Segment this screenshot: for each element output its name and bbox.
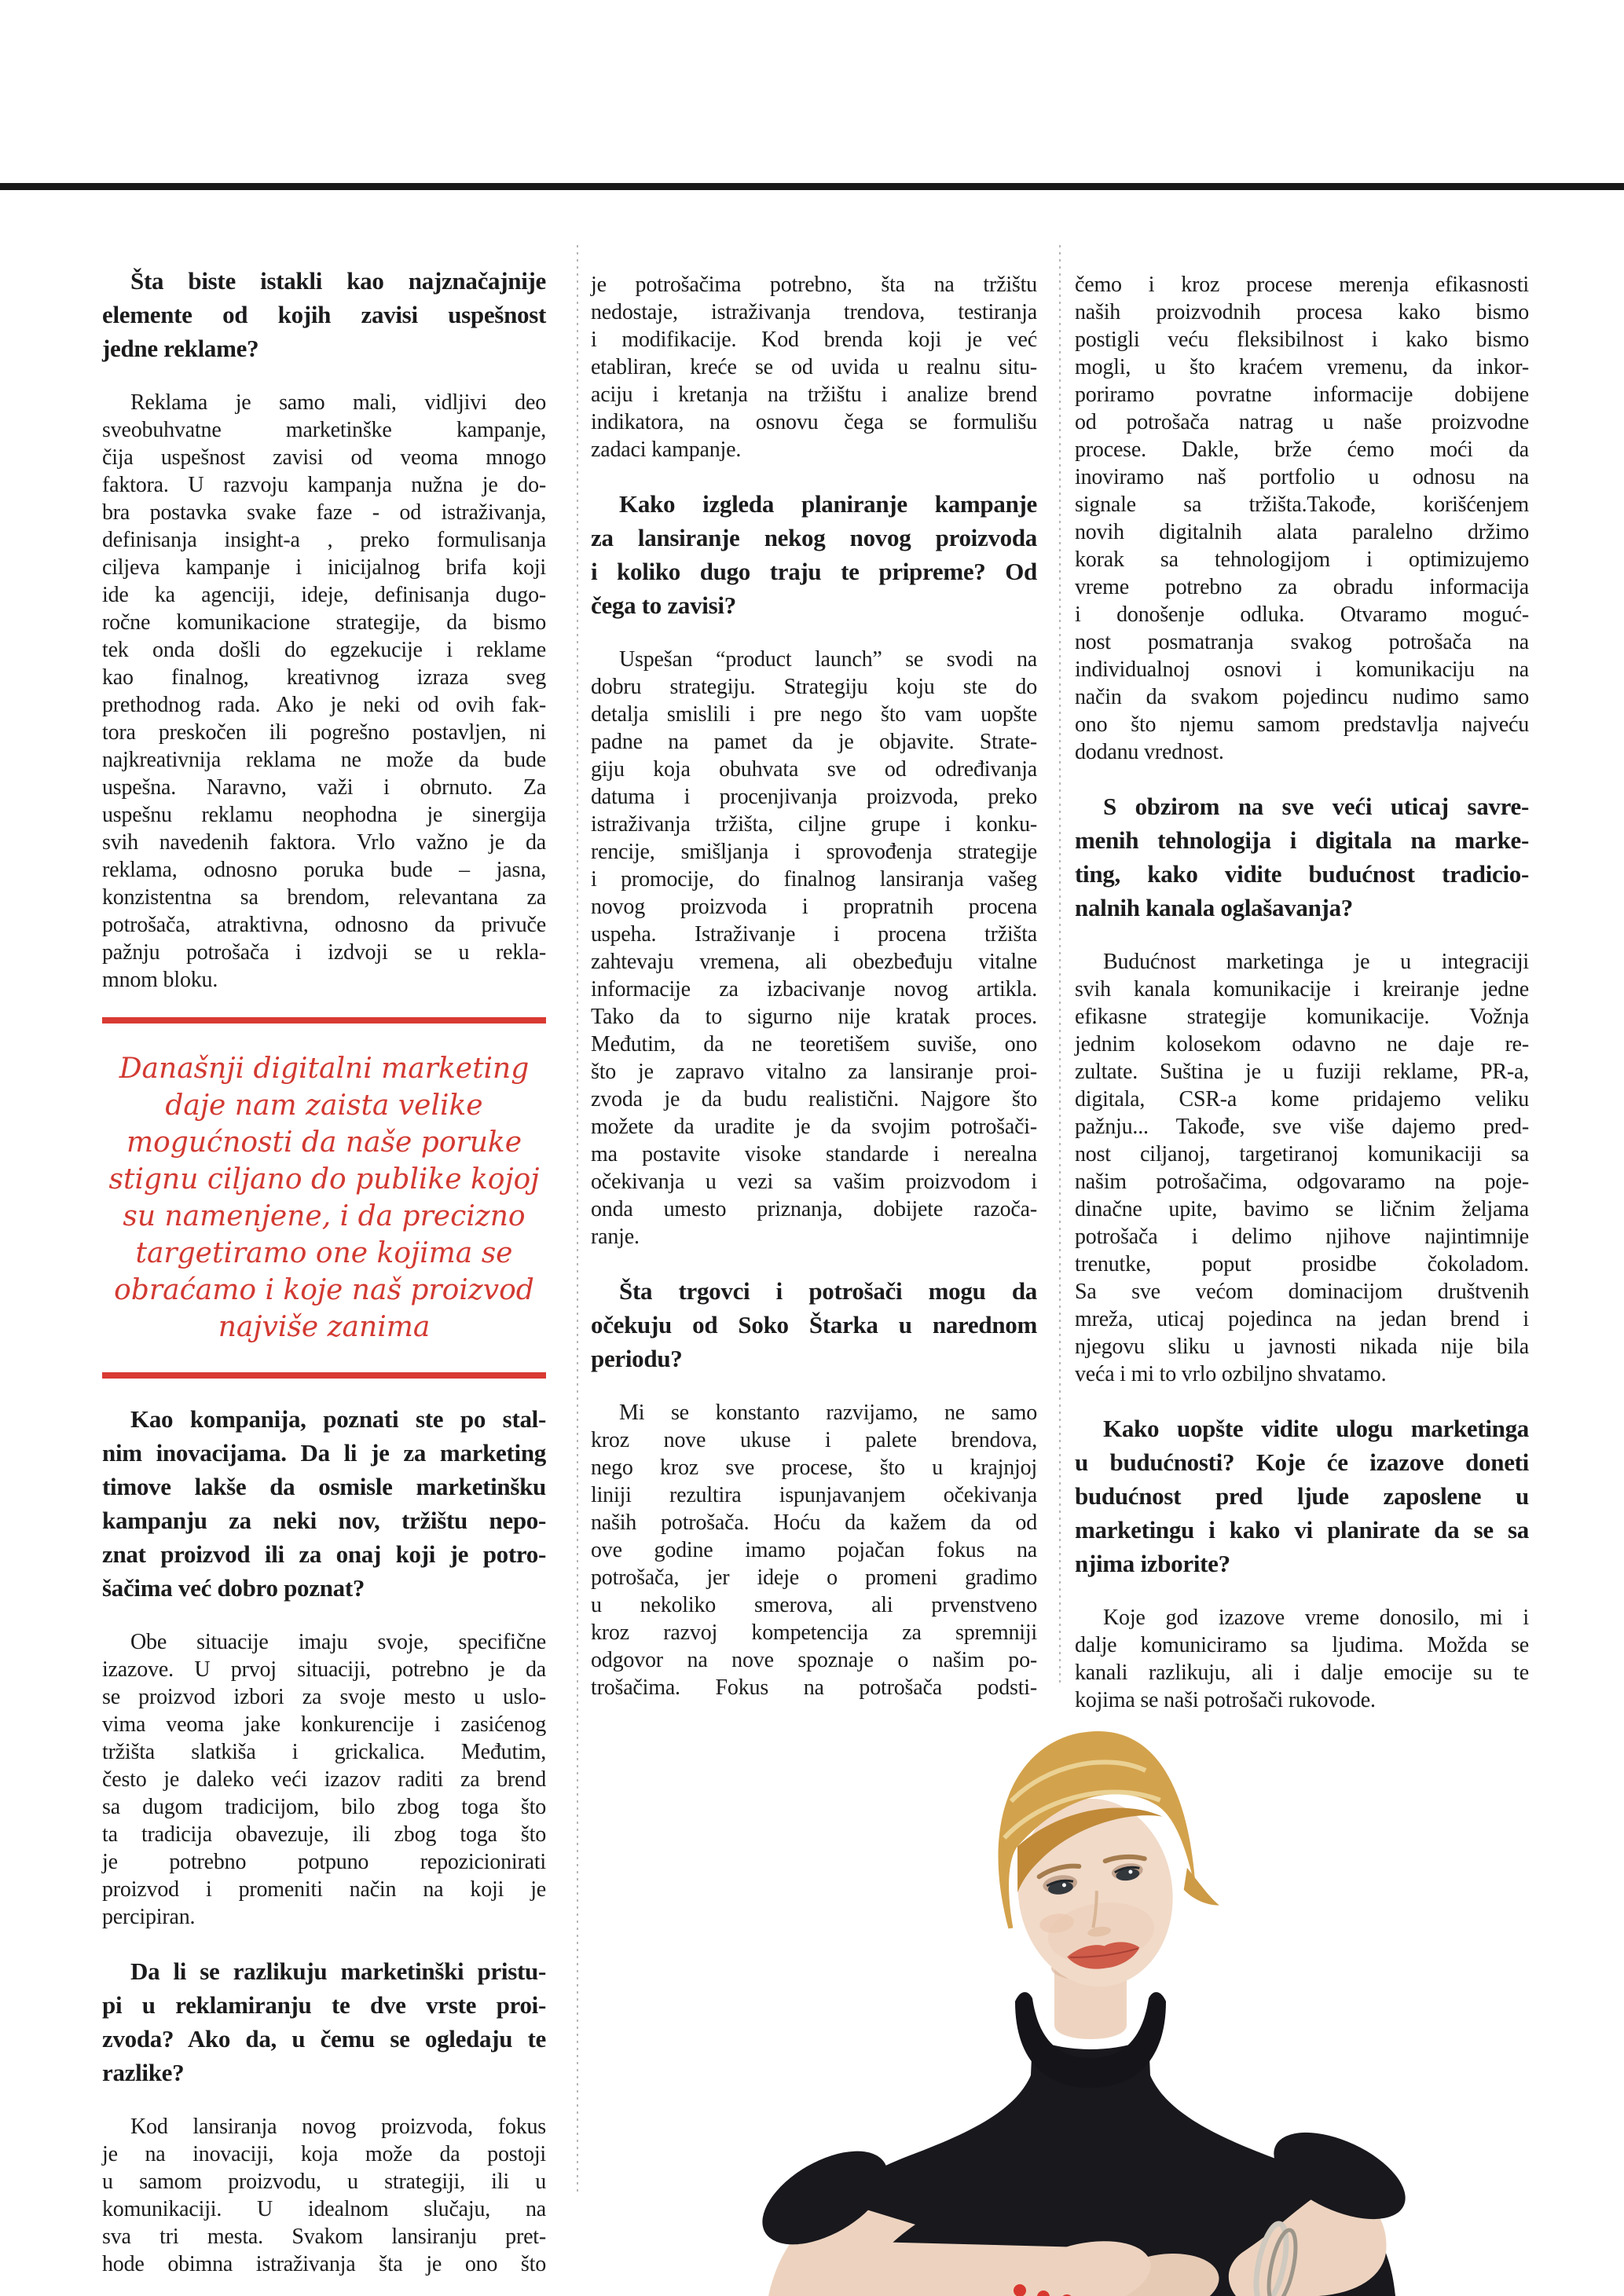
text-line: sa dugom tradicijom, bilo zbog toga što <box>102 1795 546 1819</box>
text-line: Uspešan “product launch” se svodi na <box>619 647 1037 672</box>
text-line: od potrošača natrag u naše proizvodne <box>1075 410 1529 434</box>
text-line: korak sa tehnologijom i optimizujemo <box>1075 547 1529 572</box>
text-line: Tako da to sigurno nije kratak proces. <box>591 1005 1037 1029</box>
text-line: u budućnosti? Koje će izazove doneti <box>1075 1448 1529 1476</box>
heading-block <box>102 1954 546 2089</box>
text-line: faktora. U razvoju kampanja nužna je do- <box>102 473 546 497</box>
text-line: kampanju za neki nov, tržištu nepo- <box>102 1507 546 1534</box>
text-line: i modifikacije. Kod brenda koji je već <box>591 328 1037 352</box>
text-line: čemo i kroz procese merenja efikasnosti <box>1075 273 1529 297</box>
text-line: znat proizvod ili za onaj koji je potro- <box>102 1540 546 1568</box>
text-line: daje nam zaista velike <box>165 1089 483 1122</box>
text-line: uspešna. Naravno, važi i obrnuto. Za <box>102 775 546 800</box>
text-line: marketingu i kako vi planirate da se sa <box>1075 1516 1529 1543</box>
text-line: u nekoliko smerova, ali prvenstveno <box>591 1593 1037 1617</box>
text-line: stignu ciljano do publike kojoj <box>108 1163 540 1196</box>
text-line: procese. Dakle, brže ćemo moći da <box>1075 438 1529 462</box>
text-line: Šta biste istakli kao najznačajnije <box>130 267 546 295</box>
text-line: pažnju potrošača i izdvoji se u rekla- <box>102 940 546 965</box>
text-line: i promocije, do finalnog lansiranja vašeg <box>591 867 1037 892</box>
text-line: očekivanja u vezi sa vašim proizvodom i <box>591 1170 1037 1194</box>
text-line: je potrošačima potrebno, šta na tržištu <box>591 273 1037 297</box>
text-line: tržišta slatkiša i grickalica. Međutim, <box>102 1740 546 1764</box>
text-line: ono što njemu samom predstavlja najveću <box>1075 712 1529 737</box>
text-line: naših potrošača. Hoću da kažem da od <box>591 1511 1037 1535</box>
text-line: Koje god izazove vreme donosilo, mi i <box>1103 1606 1529 1630</box>
text-line: dobru strategiju. Strategiju koju ste do <box>591 675 1037 699</box>
column-3 <box>1075 271 1529 1714</box>
text-line: pažnju... Takođe, sve više dajemo pred- <box>1075 1115 1529 1139</box>
text-line: Kako izgleda planiranje kampanje <box>619 490 1037 518</box>
text-line: je na inovaciji, koja može da postoji <box>102 2142 546 2166</box>
text-line: ide ka agenciji, ideje, definisanja dugo- <box>102 583 546 607</box>
text-line: dinačne upite, bavimo se ličnim željama <box>1075 1197 1529 1221</box>
text-line: odgovor na nove spoznaje o našim po- <box>591 1648 1037 1672</box>
text-line: bra postavka svake faze - od istraživanja, <box>102 500 546 525</box>
text-line: postigli veću fleksibilnost i kako bismo <box>1075 328 1529 352</box>
text-line: kroz nove ukuse i palete brendova, <box>591 1428 1037 1452</box>
text-line: budućnost pred ljude zaposlene u <box>1075 1482 1529 1510</box>
text-line: najviše zanima <box>218 1311 431 1343</box>
text-line: čija uspešnost zavisi od veoma mnogo <box>102 445 546 470</box>
text-line: dodanu vrednost. <box>1075 740 1224 764</box>
text-line: sveobuhvatne marketinške kampanje, <box>102 418 546 442</box>
text-line: potrošača, jer ideje o promeni gradimo <box>591 1565 1037 1590</box>
text-line: kanali razlikuju, ali i dalje emocije su te <box>1075 1661 1529 1685</box>
text-line: tora preskočen ili pogrešno postavljen, ni <box>102 720 546 745</box>
text-line: kojima se naši potrošači rukovode. <box>1075 1688 1376 1712</box>
text-line: se proizvod izbori za svoje mesto u uslo- <box>102 1685 546 1709</box>
text-line: hode obimna istraživanja šta je ono što <box>102 2252 546 2276</box>
text-line: novih digitalnih alata paralelno držimo <box>1075 520 1529 544</box>
text-line: definisanja insight-a , preko formulisanja <box>102 528 546 552</box>
text-line: indikatora, na osnovu čega se formulišu <box>591 410 1037 434</box>
text-line: Sa sve većom dominacijom društvenih <box>1075 1280 1529 1304</box>
column-separator-1 <box>577 245 578 2192</box>
text-line: liniji rezultira ispunjavanjem očekivanja <box>591 1483 1037 1507</box>
text-line: mogućnosti da naše poruke <box>126 1126 522 1159</box>
column-2 <box>591 271 1037 1701</box>
text-line: Međutim, da ne teoretišem suviše, ono <box>591 1032 1037 1056</box>
text-line: ročne komunikacione strategije, da bismo <box>102 610 546 635</box>
text-line: kroz razvoj kompetencija za spremniji <box>591 1620 1037 1645</box>
text-line: onda umesto priznanja, dobijete razoča- <box>591 1197 1037 1221</box>
text-line: zahtevaju vremena, ali obezbeđuju vitalne <box>591 950 1037 974</box>
text-line: veća i mi to vrlo ozbiljno shvatamo. <box>1075 1362 1387 1386</box>
text-line: izazove. U prvoj situaciji, potrebno je da <box>102 1657 546 1682</box>
text-line: zvoda? Ako da, u čemu se ogledaju te <box>102 2025 546 2052</box>
text-line: aciju i kretanja na tržištu i analize brend <box>591 383 1037 407</box>
text-line: rencije, smišljanja i sprovođenja strategije <box>591 840 1037 864</box>
para-block <box>591 1399 1037 1701</box>
text-line: mreža, uticaj pojedinca na jedan brend i <box>1075 1307 1529 1331</box>
text-line: jednim kolosekom odavno ne daje re- <box>1075 1032 1529 1056</box>
top-rule <box>0 183 1624 190</box>
text-line: najkreativnija reklama ne može da bude <box>102 748 546 772</box>
column-separator-2 <box>1059 245 1061 1685</box>
text-line: je potrebno potpuno repozicionirati <box>102 1850 546 1874</box>
text-line: elemente od kojih zavisi uspešnost <box>102 301 546 328</box>
text-line: zvoda je da budu realistični. Najgore što <box>591 1087 1037 1111</box>
text-line: način da svakom pojedincu nudimo samo <box>1075 685 1529 709</box>
text-line: naših proizvodnih procesa kako bismo <box>1075 300 1529 324</box>
heading-block <box>591 487 1037 622</box>
column-1 <box>102 264 546 2278</box>
text-line: u samom proizvodu, u strategiji, ili u <box>102 2170 546 2194</box>
text-line: trošačima. Fokus na potrošača podsti- <box>591 1675 1037 1700</box>
text-line: pi u reklamiranju te dve vrste proi- <box>102 1991 546 2019</box>
text-line: Obe situacije imaju svoje, specifične <box>130 1630 546 1654</box>
text-line: menih tehnologija i digitala na marke- <box>1075 826 1529 854</box>
text-line: konzistentna sa brendom, relevantana za <box>102 885 546 910</box>
text-line: uspešnu reklamu neophodna je sinergija <box>102 803 546 827</box>
text-line: možete da uradite je da svojim potrošači- <box>591 1115 1037 1139</box>
text-line: inoviramo naš portfolio u odnosu na <box>1075 465 1529 489</box>
text-line: i koliko dugo traju te pripreme? Od <box>591 558 1037 585</box>
text-line: vima veoma jake konkurencije i zasićenog <box>102 1712 546 1737</box>
text-line: što je zapravo vitalno za lansiranje proi- <box>591 1060 1037 1084</box>
heading-block <box>591 1274 1037 1375</box>
text-line: ciljeva kampanje i inicijalnog brifa koji <box>102 555 546 580</box>
text-line: Kako uopšte vidite ulogu marketinga <box>1103 1415 1529 1442</box>
text-line: informacije za izbacivanje novog artikla. <box>591 977 1037 1002</box>
text-line: novog proizvoda i propratnih procena <box>591 895 1037 919</box>
text-line: etabliran, kreće se od uvida u realnu situ- <box>591 355 1037 379</box>
text-line: detalja smislili i pre nego što vam uopšte <box>591 702 1037 727</box>
text-line: svih kanala komunikacije i kreiranje jedne <box>1075 977 1529 1002</box>
text-line: periodu? <box>591 1345 683 1372</box>
text-line: Budućnost marketinga je u integraciji <box>1103 950 1529 974</box>
photo-woman <box>747 1717 1418 2296</box>
text-line: očekuju od Soko Štarka u narednom <box>591 1311 1037 1338</box>
text-line: padne na pamet da je objavite. Strate- <box>591 730 1037 754</box>
text-line: timove lakše da osmisle marketinšku <box>102 1473 546 1500</box>
text-line: potrošača, atraktivna, odnosno da privuče <box>102 913 546 937</box>
text-line: efikasne strategije komunikacije. Vožnja <box>1075 1005 1529 1029</box>
heading-block <box>1075 1412 1529 1580</box>
text-line: nedostaje, istraživanja trendova, testiranja <box>591 300 1037 324</box>
heading-block <box>102 1402 546 1605</box>
text-line: S obzirom na sve veći uticaj savre- <box>1103 793 1529 820</box>
text-line: poriramo povratne informacije dobijene <box>1075 383 1529 407</box>
text-line: zadaci kampanje. <box>591 438 742 462</box>
text-line: zultate. Suština je u fuziji reklame, PR-a, <box>1075 1060 1529 1084</box>
text-line: nalnih kanala oglašavanja? <box>1075 894 1353 921</box>
para-block <box>591 646 1037 1251</box>
text-line: Da li se razlikuju marketinški pristu- <box>130 1957 546 1985</box>
text-line: Današnji digitalni marketing <box>119 1053 530 1085</box>
text-line: istraživanja tržišta, ciljne grupe i konku- <box>591 812 1037 837</box>
text-line: percipiran. <box>102 1905 196 1929</box>
para-block <box>102 2113 546 2278</box>
text-line: giju koja obuhvata sve od određivanja <box>591 757 1037 782</box>
text-line: nost posmatranja svakog potrošača na <box>1075 630 1529 654</box>
red-rule <box>102 1017 546 1023</box>
para-block <box>591 271 1037 463</box>
text-line: Kod lansiranja novog proizvoda, fokus <box>130 2115 546 2139</box>
portrait-photo <box>581 1673 1624 2296</box>
para-block <box>1075 271 1529 766</box>
text-line: individualnoj osnovi i komunikaciju na <box>1075 657 1529 682</box>
text-line: tek onda došli do egzekucije i reklame <box>102 638 546 662</box>
text-line: nego kroz sve procese, što u krajnjoj <box>591 1456 1037 1480</box>
text-line: čega to zavisi? <box>591 591 736 619</box>
text-line: jedne reklame? <box>102 335 259 362</box>
text-line: vreme potrebno za obradu informacija <box>1075 575 1529 599</box>
text-line: datuma i procenjivanja proizvoda, preko <box>591 785 1037 809</box>
text-line: Mi se konstanto razvijamo, ne samo <box>619 1401 1037 1425</box>
para-block <box>102 389 546 994</box>
red-rule <box>102 1372 546 1379</box>
text-line: ove godine imamo pojačan fokus na <box>591 1538 1037 1562</box>
text-line: uspeha. Istraživanje i procena tržišta <box>591 922 1037 947</box>
text-line: sva tri mesta. Svakom lansiranju pret- <box>102 2225 546 2249</box>
text-line: komunikaciji. U idealnom slučaju, na <box>102 2197 546 2221</box>
para-block <box>102 1628 546 1931</box>
heading-block <box>1075 789 1529 925</box>
text-line: su namenjene, i da precizno <box>123 1200 526 1232</box>
text-line: njegovu sliku u javnosti nikada nije bila <box>1075 1335 1529 1359</box>
para-block <box>1075 948 1529 1388</box>
text-line: ma postavite visoke standarde i nerealna <box>591 1142 1037 1166</box>
text-line: njima izborite? <box>1075 1550 1230 1577</box>
text-line: razlike? <box>102 2059 185 2086</box>
text-line: signale sa tržišta.Takođe, korišćenjem <box>1075 493 1529 517</box>
quote-block <box>102 1047 546 1349</box>
hair-flick <box>1181 1864 1219 1910</box>
text-line: mogli, u što kraćem vremenu, da inkor- <box>1075 355 1529 379</box>
text-line: kao finalnog, kreativnog izraza sveg <box>102 665 546 690</box>
text-line: za lansiranje nekog novog proizvoda <box>591 524 1037 551</box>
text-line: ranje. <box>591 1225 640 1249</box>
text-line: šačima već dobro poznat? <box>102 1574 365 1602</box>
text-line: ta tradicija obavezuje, ili zbog toga što <box>102 1822 546 1847</box>
text-line: često je daleko veći izazov raditi za brend <box>102 1767 546 1792</box>
text-line: našim potrošačima, odgovaramo na poje- <box>1075 1170 1529 1194</box>
text-line: potrošača i delimo njihove najintimnije <box>1075 1225 1529 1249</box>
text-line: Reklama je samo mali, vidljivi deo <box>130 390 546 415</box>
text-line: digitala, CSR-a kome pridajemo veliku <box>1075 1087 1529 1111</box>
text-line: prethodnog rada. Ako je neki od ovih fak- <box>102 693 546 717</box>
text-line: reklama, odnosno poruka bude – jasna, <box>102 858 546 882</box>
text-line: mnom bloku. <box>102 968 218 992</box>
text-line: trenutke, poput prosidbe čokoladom. <box>1075 1252 1529 1276</box>
text-line: ting, kako vidite budućnost tradicio- <box>1075 860 1529 888</box>
text-line: svih navedenih faktora. Vrlo važno je da <box>102 830 546 855</box>
heading-block <box>102 264 546 365</box>
text-line: Šta trgovci i potrošači mogu da <box>619 1277 1037 1305</box>
text-line: nost ciljanoj, targetiranoj komunikaciji sa <box>1075 1142 1529 1166</box>
text-line: Kao kompanija, poznati ste po stal- <box>130 1405 546 1433</box>
head <box>981 1717 1228 1999</box>
text-line: targetiramo one kojima se <box>135 1237 513 1269</box>
text-line: proizvod i promeniti način na koji je <box>102 1877 546 1902</box>
text-line: nim inovacijama. Da li je za marketing <box>102 1439 546 1467</box>
text-line: dalje komuniciramo sa ljudima. Možda se <box>1075 1633 1529 1657</box>
text-line: i donošenje odluka. Otvaramo moguć- <box>1075 602 1529 627</box>
text-line: obraćamo i koje naš proizvod <box>114 1274 534 1306</box>
